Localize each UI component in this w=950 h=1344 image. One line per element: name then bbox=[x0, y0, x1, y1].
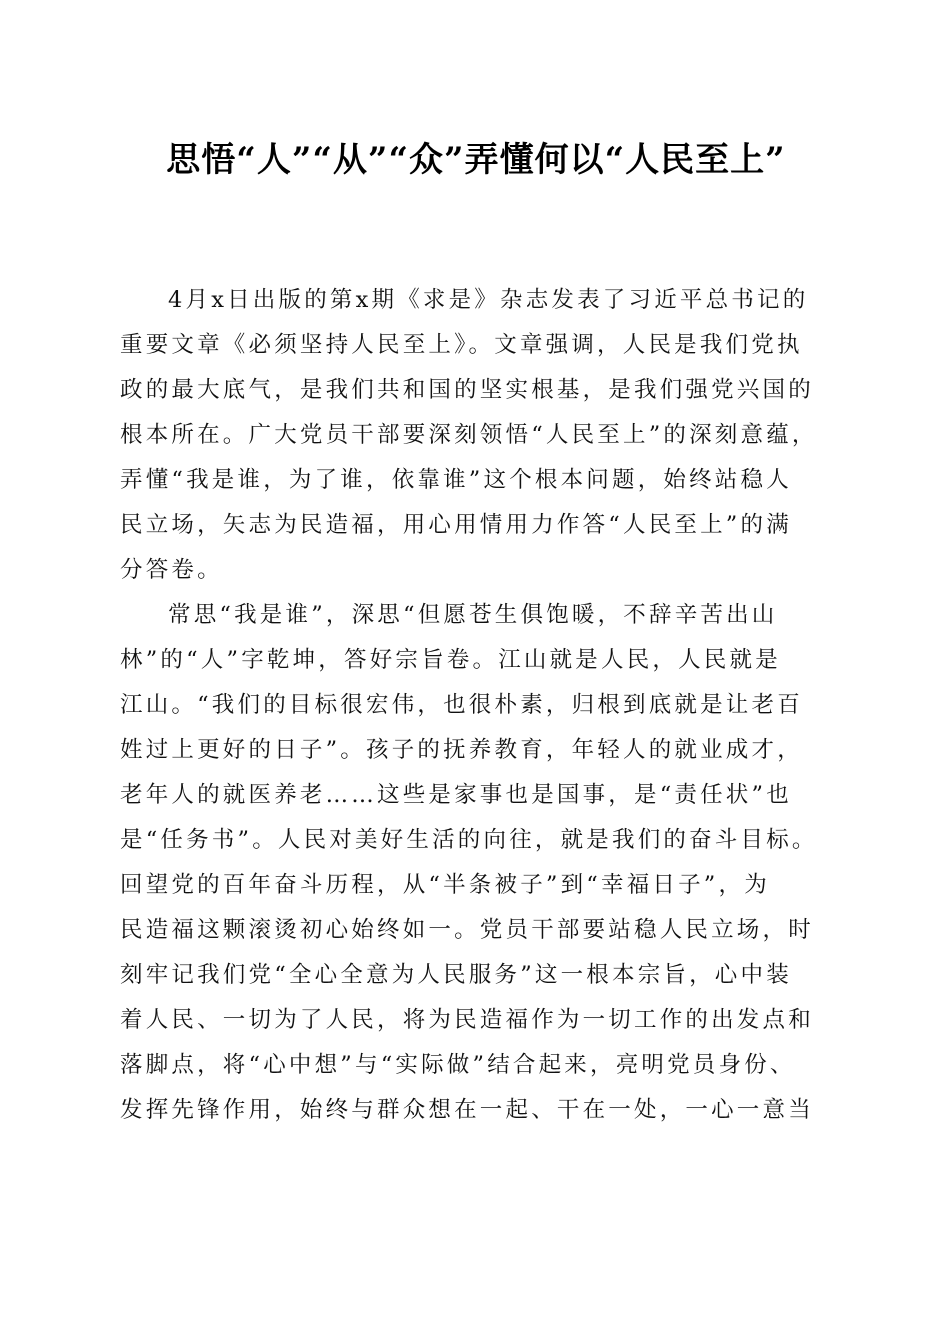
text-line: 刻牢记我们党“全心全意为人民服务”这一根本宗旨，心中装 bbox=[120, 962, 792, 988]
text-line: 发挥先锋作用，始终与群众想在一起、干在一处，一心一意当 bbox=[120, 1097, 814, 1123]
text-line: 老年人的就医养老……这些是家事也是国事，是“责任状”也 bbox=[120, 782, 792, 808]
paragraph-1 bbox=[120, 278, 832, 593]
text-line: 是“任务书”。人民对美好生活的向往，就是我们的奋斗目标。 bbox=[120, 827, 818, 853]
text-line: 根本所在。广大党员干部要深刻领悟“人民至上”的深刻意蕴， bbox=[120, 422, 818, 448]
text-line: 姓过上更好的日子”。孩子的抚养教育，年轻人的就业成才， bbox=[120, 737, 803, 763]
text-line: 回望党的百年奋斗历程，从“半条被子”到“幸福日子”，为 bbox=[120, 872, 770, 898]
text-line: 分答卷。 bbox=[120, 557, 223, 583]
document-body bbox=[120, 278, 832, 1133]
text-line: 着人民、一切为了人民，将为民造福作为一切工作的出发点和 bbox=[120, 1007, 814, 1033]
text-line: 4月x日出版的第x期《求是》杂志发表了习近平总书记的 bbox=[168, 287, 809, 313]
document-title: 思悟“人”“从”“众”弄懂何以“人民至上” bbox=[166, 140, 786, 180]
text-line: 重要文章《必须坚持人民至上》。文章强调，人民是我们党执 bbox=[120, 332, 803, 358]
text-line: 林”的“人”字乾坤，答好宗旨卷。江山就是人民，人民就是 bbox=[120, 647, 781, 673]
text-line: 政的最大底气，是我们共和国的坚实根基，是我们强党兴国的 bbox=[120, 377, 814, 403]
paragraph-2 bbox=[120, 593, 832, 1133]
text-line: 民造福这颗滚烫初心始终如一。党员干部要站稳人民立场，时 bbox=[120, 917, 814, 943]
text-line: 常思“我是谁”，深思“但愿苍生俱饱暖，不辞辛苦出山 bbox=[168, 602, 778, 628]
text-line: 江山。“我们的目标很宏伟，也很朴素，归根到底就是让老百 bbox=[120, 692, 803, 718]
text-line: 民立场，矢志为民造福，用心用情用力作答“人民至上”的满 bbox=[120, 512, 792, 538]
text-line: 落脚点，将“心中想”与“实际做”结合起来，亮明党员身份、 bbox=[120, 1052, 796, 1078]
text-line: 弄懂“我是谁，为了谁，依靠谁”这个根本问题，始终站稳人 bbox=[120, 467, 792, 493]
